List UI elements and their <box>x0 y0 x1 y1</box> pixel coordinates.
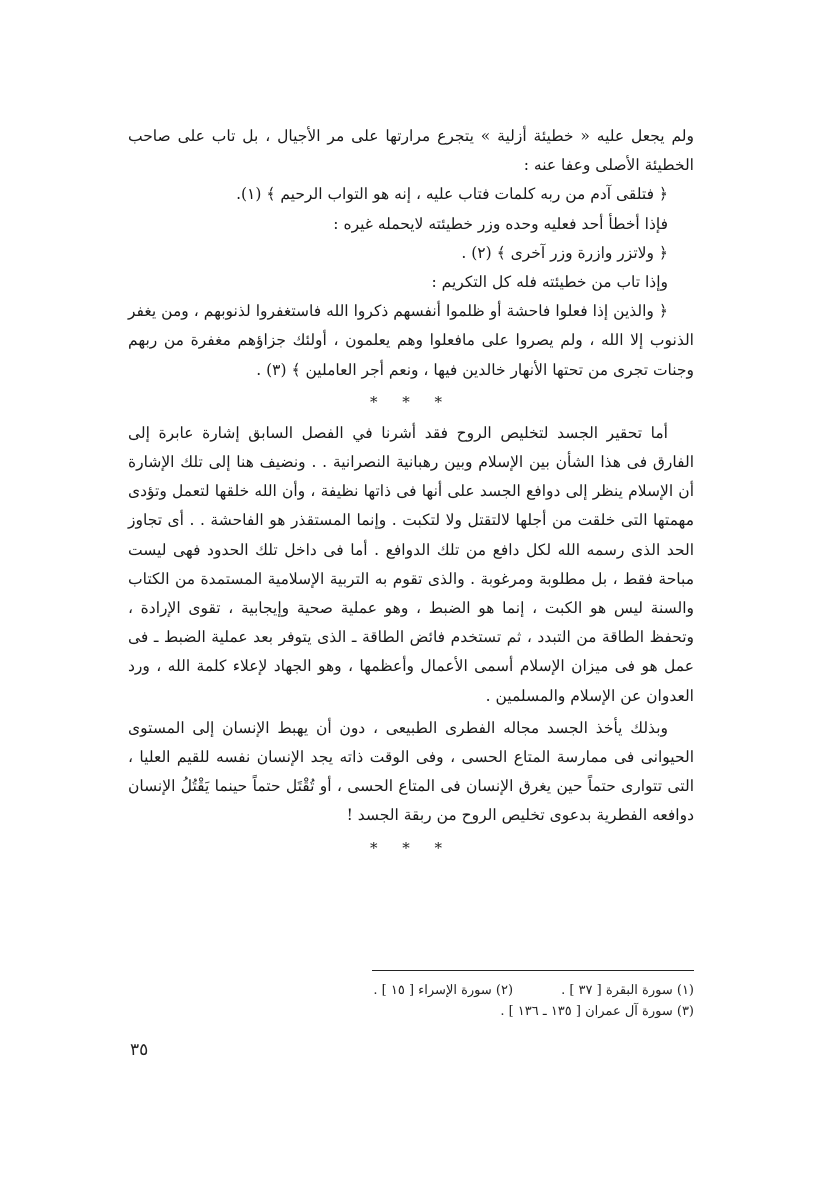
quran-quote-1: ﴿ فتلقى آدم من ربه كلمات فتاب عليه ، إنه هو التواب الرحيم ﴾ (١). <box>236 185 668 204</box>
paragraph-4: أما تحقير الجسد لتخليص الروح فقد أشرنا في الفصل السابق إشارة عابرة إلى الفارق فى هذا الشأن بين الإسلام وبين رهبانية النصرانية . . ونضيف هنا إلى تلك الإشارة أن الإسلام ينظر إلى دوافع الجسد على أنها فى ذاتها نظيفة ، وأن الله خلقها لتعمل وتؤدى مهمتها التى خلقت من أجلها لالتقتل ولا لتكبت . وإنما المستقذر هو الفاحشة . . أى تجاوز الحد الذى رسمه الله لكل دافع من تلك الدوافع . أما فى داخل تلك الحدود فهى ليست مباحة فقط ، بل مطلوبة ومرغوبة . والذى تقوم به التربية الإسلامية المستمدة من الكتاب والسنة ليس هو الكبت ، إنما هو الضبط ، وهو عملية صحية وإيجابية ، تقوى الإرادة ، وتحفظ الطاقة من التبدد ، ثم تستخدم فائض الطاقة ـ الذى يتوفر بعد عملية الضبط ـ فى عمل هو فى ميزان الإسلام أسمى الأعمال وأعظمها ، وهو الجهاد لإعلاء كلمة الله ، ورد العدوان عن الإسلام والمسلمين . <box>128 423 694 705</box>
paragraph-2: فإذا أخطأ أحد فعليه وحده وزر خطيئته لايحمله غيره : <box>333 214 668 233</box>
paragraph-3: وإذا تاب من خطيئته فله كل التكريم : <box>431 273 668 292</box>
paragraph-1: ولم يجعل عليه « خطيئة أزلية » يتجرع مرارتها على مر الأجيال ، بل تاب على صاحب الخطيئة الأصلى وعفا عنه : <box>128 127 694 175</box>
section-separator: * * * <box>369 838 453 857</box>
page-number: ٣٥ <box>130 1040 149 1060</box>
footnote-2: (٢) سورة الإسراء [ ١٥ ] . <box>373 983 514 998</box>
quran-quote-2: ﴿ ولاتزر وازرة وزر آخرى ﴾ (٢) . <box>461 243 668 262</box>
section-separator: * * * <box>369 392 453 411</box>
footnote-3: (٣) سورة آل عمران [ ١٣٥ ـ ١٣٦ ] . <box>500 1004 694 1019</box>
footnote-divider <box>372 970 694 971</box>
paragraph-5: وبذلك يأخذ الجسد مجاله الفطرى الطبيعى ، دون أن يهبط الإنسان إلى المستوى الحيوانى فى ممارسة المتاع الحسى ، وفى الوقت ذاته يجد الإنسان نفسه للقيم العليا ، التى تتوارى حتماً حين يغرق الإنسان فى المتاع الحسى ، أو تُقْتَل حتماً حينما يَقْتُلُ الإنسان دوافعه الفطرية بدعوى تخليص الروح من ربقة الجسد ! <box>128 718 694 825</box>
quran-quote-3: ﴿ والذين إذا فعلوا فاحشة أو ظلموا أنفسهم ذكروا الله فاستغفروا لذنوبهم ، ومن يغفر الذنوب إلا الله ، ولم يصروا على مافعلوا وهم يعلمون ، أولئك جزاؤهم مغفرة من ربهم وجنات تجرى من تحتها الأنهار خالدين فيها ، ونعم أجر العاملين ﴾ (٣) . <box>128 302 694 379</box>
page-body <box>128 122 694 865</box>
footnote-1: (١) سورة البقرة [ ٣٧ ] . <box>561 983 694 998</box>
footnotes <box>372 980 694 1022</box>
